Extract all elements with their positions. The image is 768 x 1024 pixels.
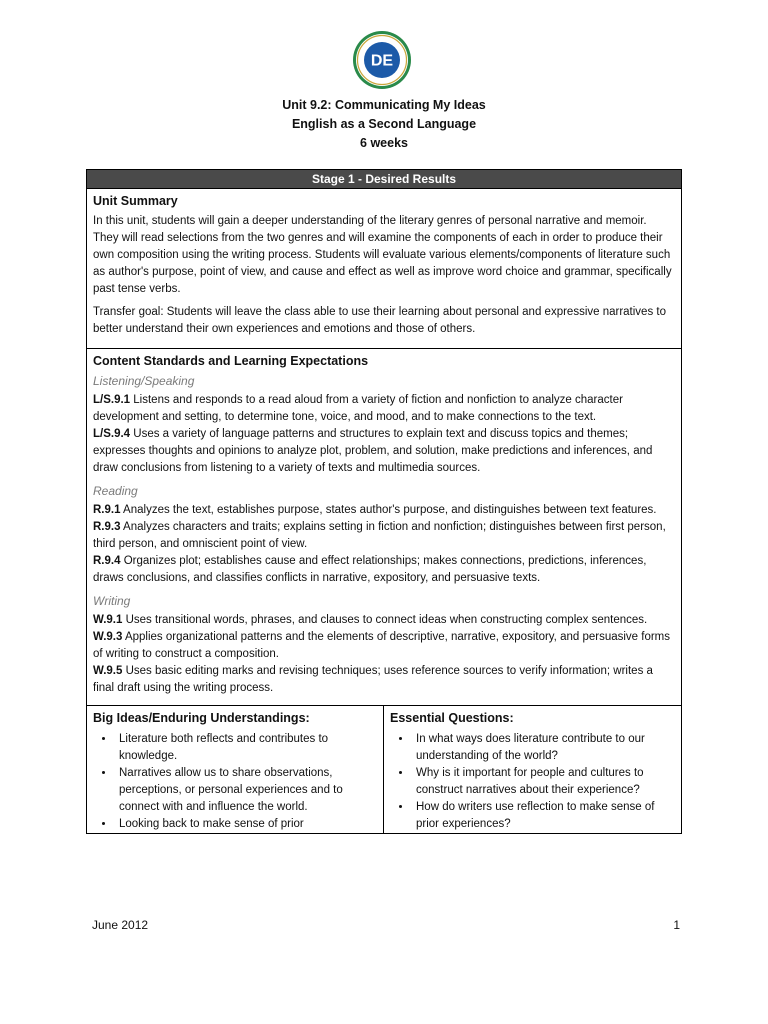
standard-code: R.9.4 <box>93 555 121 567</box>
standard-text: Listens and responds to a read aloud from a variety of fiction and nonfiction to analyze character development and setting, to determine tone, voice, and mood, and to make connections to the text. <box>93 394 623 423</box>
standard-item <box>93 629 675 663</box>
standard-code: W.9.3 <box>93 631 123 643</box>
standard-item <box>93 392 675 426</box>
standard-code: L/S.9.4 <box>93 428 131 440</box>
standard-item <box>93 663 675 697</box>
de-seal-logo-icon <box>352 30 412 90</box>
unit-summary-section <box>87 189 681 349</box>
standard-code: W.9.5 <box>93 665 123 677</box>
standards-group-writing: Writing <box>93 594 131 608</box>
list-item: • In what ways does literature contribute to our understanding of the world? <box>412 731 675 765</box>
footer-date: June 2012 <box>92 918 149 932</box>
list-item: • How do writers use reflection to make sense of prior experiences? <box>412 799 675 833</box>
standard-code: R.9.3 <box>93 521 121 533</box>
essential-questions-list <box>390 731 675 833</box>
duration-label: 6 weeks <box>360 136 408 150</box>
standard-code: L/S.9.1 <box>93 394 131 406</box>
transfer-goal-text: Students will leave the class able to use their learning about personal and expressive narratives to better understand their own experiences and emotions and those of others. <box>93 306 666 335</box>
big-ideas-heading: Big Ideas/Enduring Understandings: <box>93 711 310 725</box>
essential-questions-column <box>384 706 681 833</box>
list-item: • Why is it important for people and cultures to construct narratives about their experience? <box>412 765 675 799</box>
page-number: 1 <box>673 918 680 932</box>
standards-group-reading: Reading <box>93 484 138 498</box>
unit-summary-heading: Unit Summary <box>93 194 178 208</box>
unit-title: Unit 9.2: Communicating My Ideas <box>282 98 486 112</box>
standard-item <box>93 519 675 553</box>
standard-item <box>93 612 675 629</box>
page-footer <box>92 918 680 932</box>
list-item: • Literature both reflects and contributes to knowledge. <box>115 731 377 765</box>
unit-summary-body: In this unit, students will gain a deeper understanding of the literary genres of personal narrative and memoir. They will read selections from the two genres and will examine the components of each in order to produce their own composition using the writing process. Students will evaluate various elements/components of literature such as author's purpose, point of view, and cause and effect as well as improve word choice and grammar, specifically past tense verbs. <box>93 215 672 295</box>
stage-header: Stage 1 - Desired Results <box>87 170 681 189</box>
standard-text: Organizes plot; establishes cause and effect relationships; makes connections, predictions, inferences, draws conclusions, and classifies conflicts in narrative, expository, and persuasive texts. <box>93 555 647 584</box>
subject-title: English as a Second Language <box>291 117 477 131</box>
standards-group-listening-speaking: Listening/Speaking <box>93 374 195 388</box>
logo-text: DE <box>370 52 394 70</box>
standard-code: R.9.1 <box>93 504 121 516</box>
transfer-goal-label: Transfer goal: <box>93 306 164 318</box>
standard-text: Applies organizational patterns and the elements of descriptive, narrative, expository, and persuasive forms of writing to construct a composition. <box>93 631 671 660</box>
list-item: • Looking back to make sense of prior <box>115 816 377 833</box>
standards-section <box>87 349 681 706</box>
standard-text: Analyzes the text, establishes purpose, states author's purpose, and distinguishes between text features. <box>120 504 657 516</box>
standard-item <box>93 502 675 519</box>
standard-text: Uses basic editing marks and revising techniques; uses reference sources to verify information; writes a final draft using the writing process. <box>93 665 653 694</box>
standard-code: W.9.1 <box>93 614 123 626</box>
big-ideas-list <box>93 731 377 833</box>
big-ideas-column <box>87 706 384 833</box>
list-item: • Narratives allow us to share observations, perceptions, or personal experiences and to connect with and influence the world. <box>115 765 377 816</box>
standard-text: Analyzes characters and traits; explains setting in fiction and nonfiction; distinguishes between first person, third person, and omniscient point of view. <box>93 521 666 550</box>
standards-heading: Content Standards and Learning Expectations <box>93 354 369 368</box>
standard-text: Uses transitional words, phrases, and clauses to connect ideas when constructing complex sentences. <box>122 614 648 626</box>
essential-questions-heading: Essential Questions: <box>390 711 514 725</box>
standard-text: Uses a variety of language patterns and structures to explain text and discuss topics and themes; expresses thoughts and opinions to analyze plot, problem, and solution, make predictions and inferences, and draw conclusions from listening to a variety of texts and multimedia sources. <box>93 428 653 474</box>
standard-item <box>93 426 675 477</box>
stage-1-table <box>86 169 682 834</box>
transfer-goal <box>93 304 675 338</box>
standard-item <box>93 553 675 587</box>
document-title-block <box>0 96 768 153</box>
understandings-questions-row <box>87 706 681 833</box>
